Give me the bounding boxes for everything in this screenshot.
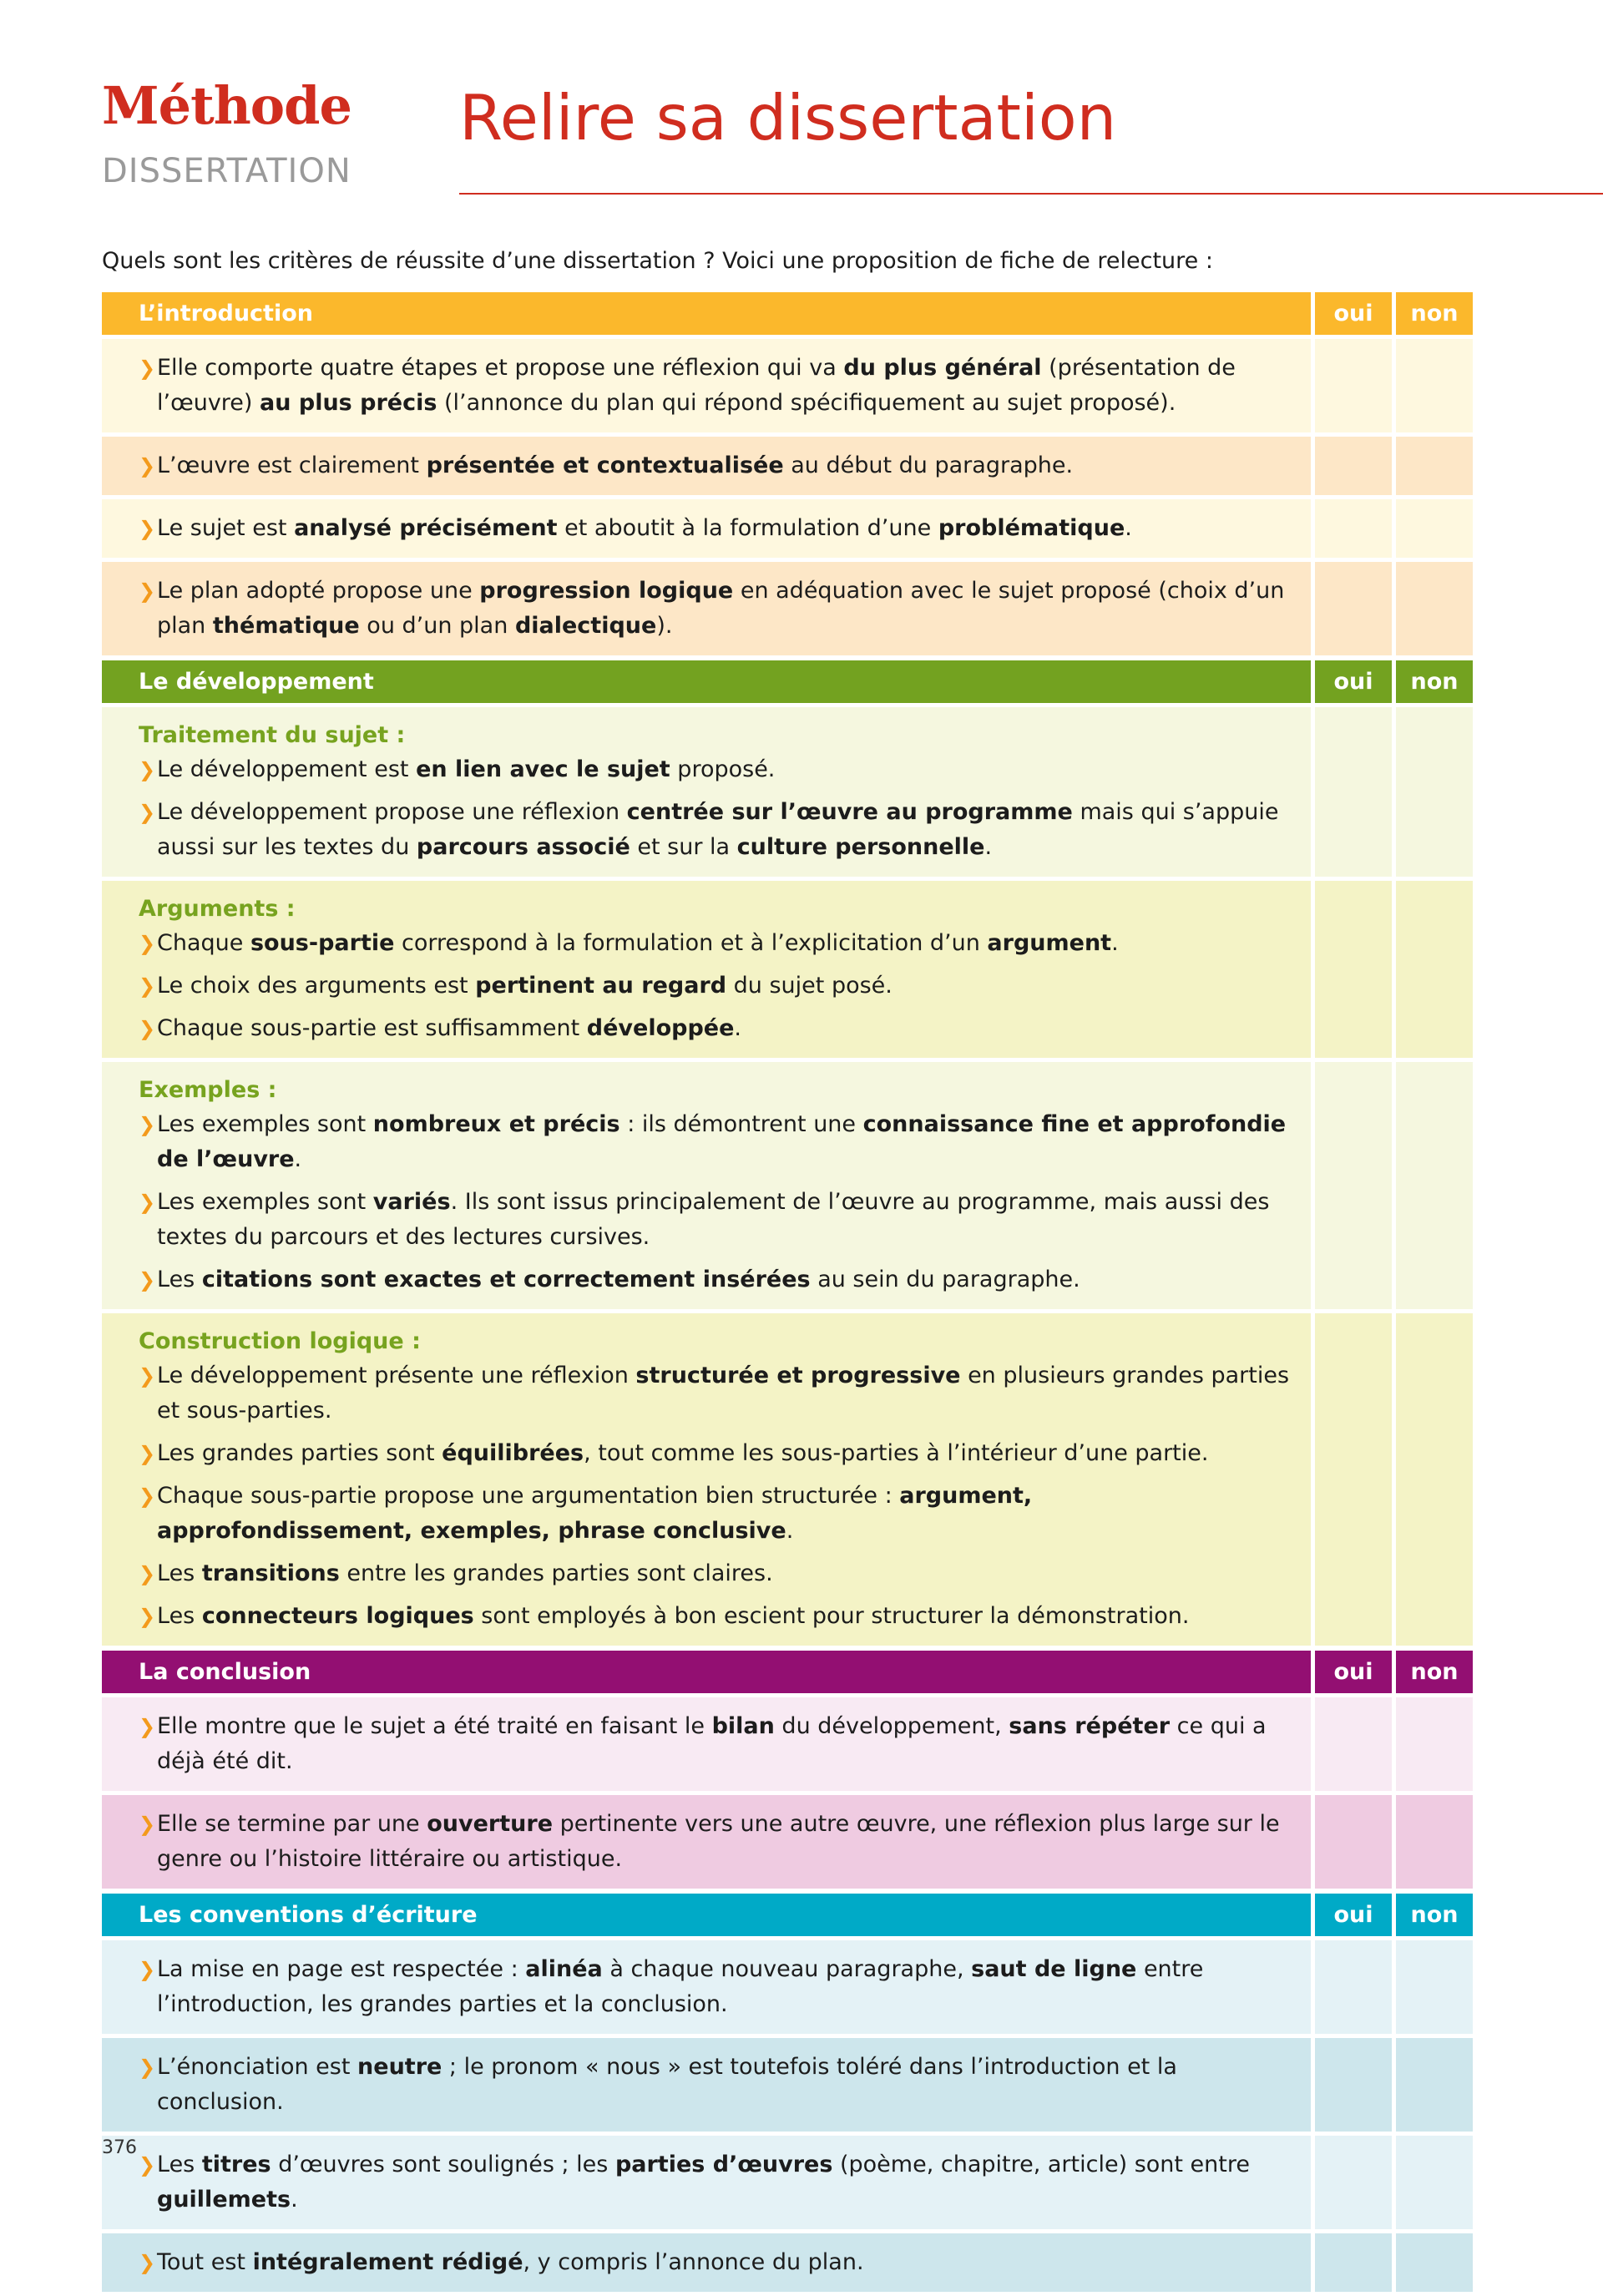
checklist-row (102, 2038, 1475, 2132)
checkbox-non[interactable] (1396, 707, 1473, 877)
criteria-cell (102, 339, 1311, 432)
chevron-right-icon: ❯ (139, 1484, 156, 1508)
criterion-item (139, 2245, 1294, 2280)
criterion-text: Elle montre que le sujet a été traité en faisant le bilan du développement, sans répéter ce qui a déjà été dit. (157, 1713, 1267, 1774)
criterion-text: Chaque sous-partie est suffisamment développée. (157, 1015, 742, 1041)
criterion-item (139, 1952, 1294, 2022)
criteria-cell (102, 1062, 1311, 1309)
checkbox-non[interactable] (1396, 1940, 1473, 2034)
criteria-cell (102, 1940, 1311, 2034)
column-header-oui: oui (1315, 292, 1392, 335)
chevron-right-icon: ❯ (139, 579, 156, 603)
criterion-item (139, 1262, 1294, 1297)
section-title: Le développement (102, 660, 1311, 703)
checkbox-non[interactable] (1396, 1697, 1473, 1791)
chevron-right-icon: ❯ (139, 1813, 156, 1836)
chevron-right-icon: ❯ (139, 1017, 156, 1040)
criterion-text: Le plan adopté propose une progression logique en adéquation avec le sujet proposé (choix d’un plan thématique ou d’un plan dialectique). (157, 578, 1285, 639)
criterion-text: Le choix des arguments est pertinent au regard du sujet posé. (157, 973, 893, 999)
checkbox-non[interactable] (1396, 499, 1473, 558)
criterion-item (139, 1479, 1294, 1549)
page-title: Relire sa dissertation (459, 81, 1117, 154)
criterion-text: Elle comporte quatre étapes et propose une réflexion qui va du plus général (présentation de l’œuvre) au plus précis (l’annonce du plan qui répond spécifiquement au sujet proposé). (157, 355, 1236, 416)
emphasis: ouverture (427, 1811, 554, 1837)
emphasis: équilibrées (442, 1440, 584, 1466)
emphasis: culture personnelle (736, 834, 985, 860)
chevron-right-icon: ❯ (139, 1191, 156, 1214)
criteria-cell (102, 2136, 1311, 2229)
criterion-text: Les exemples sont variés. Ils sont issus principalement de l’œuvre au programme, mais aussi des textes du parcours et des lectures cursives. (157, 1189, 1270, 1250)
criterion-item (139, 1709, 1294, 1779)
criterion-text: Les citations sont exactes et correctement insérées au sein du paragraphe. (157, 1267, 1080, 1292)
chevron-right-icon: ❯ (139, 517, 156, 540)
checklist-row (102, 562, 1475, 655)
checkbox-oui[interactable] (1315, 562, 1392, 655)
checklist-row (102, 881, 1475, 1058)
column-header-oui: oui (1315, 1651, 1392, 1693)
emphasis: analysé précisément (294, 515, 558, 541)
checklist-row (102, 499, 1475, 558)
emphasis: pertinent au regard (475, 973, 727, 999)
chevron-right-icon: ❯ (139, 1113, 156, 1136)
criterion-text: Les titres d’œuvres sont soulignés ; les parties d’œuvres (poème, chapitre, article) sont entre guillemets. (157, 2152, 1250, 2213)
section-developpement (102, 660, 1475, 1646)
chevron-right-icon: ❯ (139, 974, 156, 998)
section-title: La conclusion (102, 1651, 1311, 1693)
section-conventions (102, 1894, 1475, 2292)
emphasis: sous-partie (250, 930, 395, 956)
checkbox-non[interactable] (1396, 437, 1473, 495)
criteria-cell (102, 1697, 1311, 1791)
section-header (102, 660, 1475, 703)
emphasis: transitions (201, 1560, 340, 1586)
chevron-right-icon: ❯ (139, 1958, 156, 1981)
criterion-text: Le développement propose une réflexion centrée sur l’œuvre au programme mais qui s’appuie aussi sur les textes du parcours associé et sur la culture personnelle. (157, 799, 1279, 860)
chevron-right-icon: ❯ (139, 932, 156, 955)
column-header-oui: oui (1315, 1894, 1392, 1936)
criteria-cell (102, 562, 1311, 655)
criterion-text: L’œuvre est clairement présentée et contextualisée au début du paragraphe. (157, 453, 1074, 478)
emphasis: du plus général (843, 355, 1042, 381)
section-conclusion (102, 1651, 1475, 1889)
criterion-item (139, 511, 1294, 546)
emphasis: argument (987, 930, 1112, 956)
criterion-text: Le développement présente une réflexion structurée et progressive en plusieurs grandes parties et sous-parties. (157, 1363, 1290, 1424)
chevron-right-icon: ❯ (139, 1364, 156, 1388)
checkbox-oui[interactable] (1315, 339, 1392, 432)
column-header-non: non (1396, 1651, 1473, 1693)
criterion-item (139, 1436, 1294, 1471)
checkbox-oui[interactable] (1315, 2233, 1392, 2292)
criterion-item (139, 1358, 1294, 1429)
emphasis: connaissance fine et approfondie de l’œuvre (157, 1111, 1287, 1172)
criterion-text: La mise en page est respectée : alinéa à chaque nouveau paragraphe, saut de ligne entre l’introduction, les grandes parties et la conclusion. (157, 1956, 1204, 2017)
checkbox-oui[interactable] (1315, 1795, 1392, 1889)
intro-text: Quels sont les critères de réussite d’une dissertation ? Voici une proposition de fiche de relecture : (102, 248, 1213, 274)
checkbox-non[interactable] (1396, 881, 1473, 1058)
emphasis: variés (372, 1189, 451, 1215)
section-header (102, 1894, 1475, 1936)
emphasis: au plus précis (260, 390, 437, 416)
chevron-right-icon: ❯ (139, 1605, 156, 1628)
method-label: Méthode (102, 75, 351, 136)
criterion-text: Elle se termine par une ouverture pertinente vers une autre œuvre, une réflexion plus large sur le genre ou l’histoire littéraire ou artistique. (157, 1811, 1280, 1872)
checkbox-oui[interactable] (1315, 499, 1392, 558)
review-checklist (102, 292, 1475, 2296)
criterion-text: Tout est intégralement rédigé, y compris l’annonce du plan. (157, 2249, 864, 2275)
emphasis: intégralement rédigé (252, 2249, 523, 2275)
checkbox-oui[interactable] (1315, 1062, 1392, 1309)
column-header-non: non (1396, 660, 1473, 703)
emphasis: nombreux et précis (372, 1111, 620, 1137)
section-title: L’introduction (102, 292, 1311, 335)
checkbox-non[interactable] (1396, 1313, 1473, 1646)
criteria-cell (102, 881, 1311, 1058)
emphasis: titres (201, 2152, 271, 2177)
criteria-cell (102, 1313, 1311, 1646)
checklist-row (102, 2136, 1475, 2229)
emphasis: sans répéter (1009, 1713, 1171, 1739)
criteria-cell (102, 2233, 1311, 2292)
criterion-item (139, 1011, 1294, 1046)
criterion-text: L’énonciation est neutre ; le pronom « nous » est toutefois toléré dans l’introduction et la conclusion. (157, 2054, 1177, 2115)
checkbox-oui[interactable] (1315, 437, 1392, 495)
chevron-right-icon: ❯ (139, 1562, 156, 1585)
criterion-item (139, 752, 1294, 787)
checklist-row (102, 437, 1475, 495)
criterion-item (139, 448, 1294, 483)
chevron-right-icon: ❯ (139, 357, 156, 380)
emphasis: développée (586, 1015, 735, 1041)
checkbox-non[interactable] (1396, 339, 1473, 432)
checkbox-non[interactable] (1396, 1062, 1473, 1309)
emphasis: neutre (357, 2054, 442, 2080)
emphasis: parties d’œuvres (614, 2152, 833, 2177)
checkbox-oui[interactable] (1315, 2038, 1392, 2132)
criteria-subheading: Exemples : (139, 1077, 277, 1103)
title-divider (459, 193, 1603, 195)
checkbox-non[interactable] (1396, 562, 1473, 655)
emphasis: centrée sur l’œuvre au programme (626, 799, 1073, 825)
criterion-text: Les connecteurs logiques sont employés à bon escient pour structurer la démonstration. (157, 1603, 1190, 1629)
criterion-item (139, 1556, 1294, 1591)
criteria-cell (102, 1795, 1311, 1889)
section-header (102, 292, 1475, 335)
criterion-text: Chaque sous-partie correspond à la formulation et à l’explicitation d’un argument. (157, 930, 1119, 956)
criterion-text: Les transitions entre les grandes parties sont claires. (157, 1560, 773, 1586)
emphasis: alinéa (525, 1956, 603, 1982)
emphasis: parcours associé (416, 834, 630, 860)
criteria-subheading: Construction logique : (139, 1328, 421, 1354)
category-label: DISSERTATION (102, 152, 351, 190)
chevron-right-icon: ❯ (139, 2056, 156, 2079)
checklist-row (102, 1062, 1475, 1309)
criteria-cell (102, 2038, 1311, 2132)
emphasis: présentée et contextualisée (426, 453, 784, 478)
checkbox-oui[interactable] (1315, 707, 1392, 877)
chevron-right-icon: ❯ (139, 801, 156, 824)
criterion-item (139, 2147, 1294, 2218)
chevron-right-icon: ❯ (139, 1268, 156, 1292)
emphasis: argument, approfondissement, exemples, phrase conclusive (157, 1483, 1033, 1544)
criteria-subheading: Arguments : (139, 896, 296, 922)
chevron-right-icon: ❯ (139, 2153, 156, 2177)
checklist-row (102, 1940, 1475, 2034)
emphasis: en lien avec le sujet (416, 756, 670, 782)
section-introduction (102, 292, 1475, 655)
chevron-right-icon: ❯ (139, 2251, 156, 2274)
checklist-row (102, 2233, 1475, 2292)
emphasis: citations sont exactes et correctement insérées (201, 1267, 811, 1292)
checklist-row (102, 1313, 1475, 1646)
section-header (102, 1651, 1475, 1693)
checkbox-oui[interactable] (1315, 1313, 1392, 1646)
checkbox-non[interactable] (1396, 1795, 1473, 1889)
criterion-item (139, 1807, 1294, 1877)
criterion-text: Les exemples sont nombreux et précis : ils démontrent une connaissance fine et approfondie de l’œuvre. (157, 1111, 1287, 1172)
emphasis: bilan (711, 1713, 775, 1739)
criterion-item (139, 574, 1294, 644)
emphasis: connecteurs logiques (201, 1603, 474, 1629)
emphasis: structurée et progressive (635, 1363, 961, 1388)
criterion-item (139, 968, 1294, 1004)
criterion-item (139, 1107, 1294, 1177)
emphasis: problématique (938, 515, 1125, 541)
page-number: 376 (102, 2137, 137, 2158)
criterion-text: Le sujet est analysé précisément et aboutit à la formulation d’une problématique. (157, 515, 1132, 541)
checkbox-non[interactable] (1396, 2038, 1473, 2132)
criterion-item (139, 2050, 1294, 2120)
criteria-cell (102, 499, 1311, 558)
criterion-item (139, 1599, 1294, 1634)
checklist-row (102, 1697, 1475, 1791)
criteria-subheading: Traitement du sujet : (139, 722, 406, 748)
emphasis: guillemets (157, 2187, 291, 2213)
emphasis: saut de ligne (971, 1956, 1137, 1982)
criterion-text: Le développement est en lien avec le sujet proposé. (157, 756, 776, 782)
criterion-text: Chaque sous-partie propose une argumentation bien structurée : argument, approfondissement, exemples, phrase conclusive. (157, 1483, 1033, 1544)
method-header (102, 75, 351, 190)
criterion-item (139, 795, 1294, 865)
chevron-right-icon: ❯ (139, 1442, 156, 1465)
emphasis: dialectique (514, 613, 657, 639)
chevron-right-icon: ❯ (139, 1715, 156, 1738)
checklist-row (102, 339, 1475, 432)
checkbox-oui[interactable] (1315, 1697, 1392, 1791)
checkbox-non[interactable] (1396, 2136, 1473, 2229)
column-header-oui: oui (1315, 660, 1392, 703)
criterion-item (139, 1185, 1294, 1255)
checkbox-oui[interactable] (1315, 1940, 1392, 2034)
checkbox-non[interactable] (1396, 2233, 1473, 2292)
criterion-item (139, 351, 1294, 421)
criterion-item (139, 926, 1294, 961)
criterion-text: Les grandes parties sont équilibrées, tout comme les sous-parties à l’intérieur d’une partie. (157, 1440, 1209, 1466)
emphasis: progression logique (479, 578, 734, 604)
chevron-right-icon: ❯ (139, 758, 156, 781)
emphasis: thématique (212, 613, 360, 639)
checklist-row (102, 707, 1475, 877)
checklist-row (102, 1795, 1475, 1889)
column-header-non: non (1396, 292, 1473, 335)
criteria-cell (102, 437, 1311, 495)
checkbox-oui[interactable] (1315, 2136, 1392, 2229)
column-header-non: non (1396, 1894, 1473, 1936)
criteria-cell (102, 707, 1311, 877)
checkbox-oui[interactable] (1315, 881, 1392, 1058)
chevron-right-icon: ❯ (139, 454, 156, 478)
section-title: Les conventions d’écriture (102, 1894, 1311, 1936)
